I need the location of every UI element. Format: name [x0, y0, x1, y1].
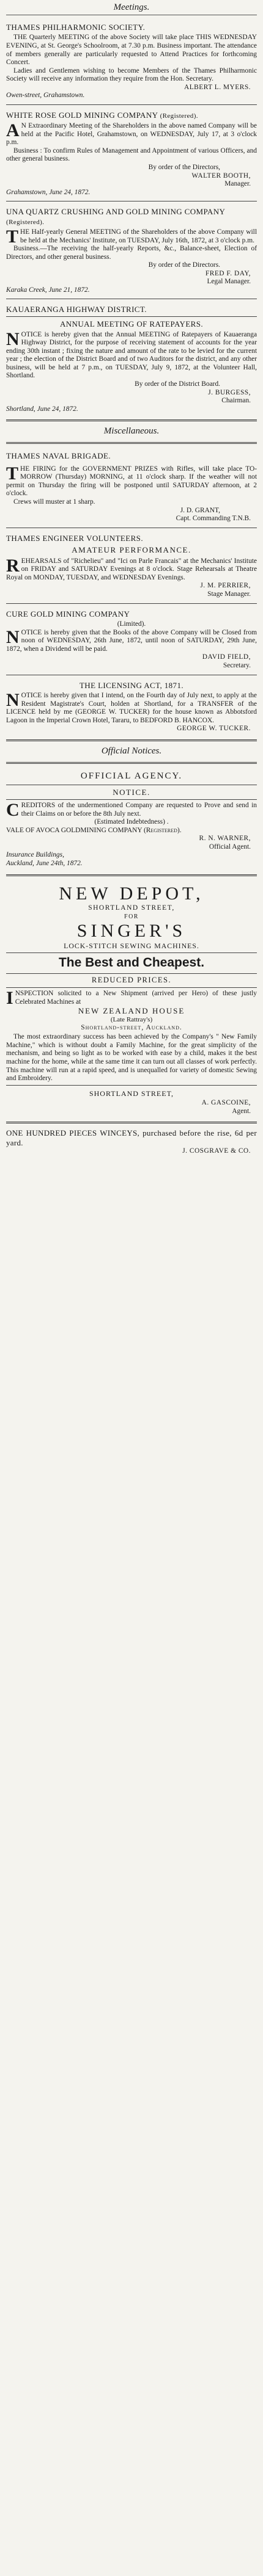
ad-body: ONE HUNDRED PIECES WINCEYS, purchased before the rise, 6d per yard.	[6, 1128, 257, 1147]
signer: DAVID FIELD,	[202, 653, 251, 661]
ad-licensing-act	[6, 677, 257, 736]
signer: R. N. WARNER,	[199, 835, 251, 843]
drop-cap: T	[6, 463, 19, 484]
ad-body-2: Ladies and Gentlemen wishing to become Members of the Thames Philharmonic Society will receive any information they require from the Hon. Secretary.	[6, 67, 257, 83]
ad-body: THE Half-yearly General MEETING of the Shareholders of the above Company will be held at the Mechanics' Institute, on TUESDAY, July 16th, 1872, at 3 o'clock p.m.	[6, 226, 257, 247]
store-note: (Late Rattray's)	[110, 1015, 153, 1023]
store-name: NEW ZEALAND HOUSE	[78, 1006, 185, 1016]
section-heading-meetings: Meetings.	[6, 2, 257, 15]
drop-cap: R	[6, 555, 20, 576]
ad-title: UNA QUARTZ CRUSHING AND GOLD MINING COMPANY (Registered).	[6, 207, 225, 226]
divider	[6, 874, 257, 876]
signer-role: Chairman.	[221, 397, 251, 405]
drop-cap: N	[6, 328, 20, 349]
section-heading-miscellaneous: Miscellaneous.	[103, 426, 160, 437]
drop-cap: C	[6, 800, 20, 821]
order-line: By order of the Directors,	[148, 163, 220, 171]
street-line: SHORTLAND STREET,	[88, 904, 175, 912]
store-address: Shortland-street, Auckland.	[81, 1023, 182, 1031]
signer: ALBERT L. MYERS.	[184, 83, 251, 91]
dateline: Karaka Creek, June 21, 1872.	[6, 286, 90, 294]
signer: FRED F. DAY,	[205, 269, 251, 277]
slogan: The Best and Cheapest.	[58, 956, 205, 970]
divider	[6, 739, 257, 741]
ad-official-agency	[6, 767, 257, 871]
divider	[6, 1122, 257, 1123]
drop-cap: A	[6, 120, 20, 141]
ad-body: NOTICE is hereby given that I intend, on the Fourth day of July next, to apply at the Resident Magistrate's Court, holden at Shortland, for a TRANSFER of the LICENCE held by me (GEORGE W. TUCKER) for the house known as Abbotsford Lagoon in the Imperial Crown Hotel, Tararu, to BEDFORD B. HANCOX.	[6, 690, 257, 724]
ad-subtitle: NOTICE.	[113, 787, 150, 797]
shop-name: J. COSGRAVE & CO.	[182, 1147, 251, 1155]
headline-new-depot: NEW DEPOT,	[59, 883, 204, 904]
divider	[6, 762, 257, 764]
address-line: Insurance Buildings,	[6, 851, 64, 859]
ad-business: Business.—The receiving the half-yearly Reports, &c., Balance-sheet, Election of Directors, and other general business.	[6, 245, 257, 261]
ad-title: THAMES ENGINEER VOLUNTEERS.	[6, 533, 143, 543]
signer-role: Capt. Commanding T.N.B.	[176, 515, 251, 523]
divider	[6, 987, 257, 988]
signer-role: Secretary.	[223, 661, 251, 669]
signer: J. D. GRANT,	[180, 506, 220, 514]
dateline: Grahamstown, June 24, 1872.	[6, 188, 91, 196]
ad-kauaeranga	[6, 301, 257, 416]
ad-singers-depot	[6, 880, 257, 1119]
divider	[6, 952, 257, 953]
company-name: VALE OF AVOCA GOLDMINING COMPANY (Registered).	[6, 826, 182, 834]
ad-title: OFFICIAL AGENCY.	[80, 771, 183, 781]
address: Owen-street, Grahamstown.	[6, 92, 85, 100]
divider	[6, 603, 257, 604]
signer: A. GASCOINE,	[201, 1099, 251, 1106]
dateline: Shortland, June 24, 1872.	[6, 405, 78, 413]
signer: J. M. PERRIER,	[200, 582, 251, 590]
ad-una-quartz	[6, 203, 257, 297]
divider	[6, 316, 257, 317]
ad-title: CURE GOLD MINING COMPANY	[6, 609, 130, 619]
ad-title: THE LICENSING ACT, 1871.	[79, 680, 184, 690]
signer-role: Stage Manager.	[207, 590, 251, 598]
order-line: By order of the Directors.	[148, 261, 220, 269]
ad-body: CREDITORS of the undermentioned Company are requested to Prove and send in their Claims on or before the 8th July next.	[6, 800, 257, 821]
signer: WALTER BOOTH,	[191, 172, 251, 180]
ad-body: THE Quarterly MEETING of the above Society will take place THIS WEDNESDAY EVENING, at St. George's Schoolroom, at 7.30 p.m. Business important. The attendance of members generally are particularly requested to Attend Practices for forthcoming Concert.	[6, 34, 257, 67]
divider	[6, 973, 257, 974]
signer-role: Agent.	[232, 1107, 251, 1115]
ad-subtitle: ANNUAL MEETING OF RATEPAYERS.	[59, 319, 204, 329]
ad-body-2: The most extraordinary success has been achieved by the Company's " New Family Machine," which is without doubt a Family Machine, for the great simplicity of the mechanism, and being so light as to be worked with ease by a child, makes it the best machine for the home, while at the same time it can turn out all classes of work perfectly. This machine will run at a rapid speed, and is unequalled for variety of domestic Sewing and Embroidery.	[6, 1033, 257, 1083]
drop-cap: T	[6, 226, 19, 247]
ad-body: REHEARSALS of "Richelieu" and "Ici on Parle Francais" at the Mechanics' Institute on FRIDAY and SATURDAY Evenings at 8 o'clock. Stage Rehearsals at Theatre Royal on MONDAY, TUESDAY, and WEDNESDAY Evenings.	[6, 555, 257, 581]
ad-white-rose	[6, 107, 257, 199]
ad-philharmonic	[6, 19, 257, 103]
ad-title: THAMES PHILHARMONIC SOCIETY.	[6, 22, 146, 32]
drop-cap: N	[6, 690, 20, 711]
ad-body: INSPECTION solicited to a New Shipment (arrived per Hero) of these justly Celebrated Machines at	[6, 988, 257, 1009]
divider	[6, 104, 257, 105]
newspaper-column	[6, 0, 257, 1158]
divider	[6, 419, 257, 421]
reduced-prices: REDUCED PRICES.	[91, 976, 172, 985]
ad-body: NOTICE is hereby given that the Annual MEETING of Ratepayers of Kauaeranga Highway District, for the purpose of receiving statement of accounts for the year ending 30th instant ; fixing the nature and amount of the rate to be levied for the current year ; the election of the District Board and of two Auditors for the district, and any other business, will be held at 7 p.m., on TUESDAY, July 9, 1872, at the Volunteer Hall, Shortland.	[6, 328, 257, 380]
headline-singers: SINGER'S	[76, 921, 187, 942]
dateline: Auckland, June 24th, 1872.	[6, 860, 83, 867]
drop-cap: I	[6, 988, 13, 1009]
claim-amount: (Estimated Indebtedness) .	[94, 818, 169, 826]
ad-naval-brigade	[6, 448, 257, 526]
divider	[6, 799, 257, 800]
ad-title-note: (Limited).	[117, 620, 146, 628]
ad-body: A N Extraordinary Meeting of the Shareholders in the above named Company will be held at the Pacific Hotel, Grahamstown, on WEDNESDAY, July 17, at 3 o'clock p.m.	[6, 120, 257, 147]
ad-title: WHITE ROSE GOLD MINING COMPANY (Registered).	[6, 110, 198, 120]
drop-cap: N	[6, 626, 20, 647]
divider	[6, 1085, 257, 1086]
ad-business: Business : To confirm Rules of Management and Appointment of various Officers, and other general business.	[6, 147, 257, 163]
signer: J. BURGESS,	[208, 388, 251, 396]
ad-title: KAUAERANGA HIGHWAY DISTRICT.	[6, 305, 147, 314]
ad-body: NOTICE is hereby given that the Books of the above Company will be Closed from noon of WEDNESDAY, 26th June, 1872, until noon of SATURDAY, 29th June, 1872, when a Dividend will be paid.	[6, 626, 257, 653]
order-line: By order of the District Board.	[135, 380, 220, 388]
for-line: FOR	[124, 913, 139, 921]
section-heading-official: Official Notices.	[101, 746, 162, 756]
signer: GEORGE W. TUCKER.	[177, 725, 251, 733]
product-line: LOCK-STITCH SEWING MACHINES.	[64, 942, 199, 951]
signer-role: Legal Manager.	[207, 278, 251, 286]
ad-engineer-volunteers	[6, 530, 257, 601]
ad-cure-gold	[6, 606, 257, 673]
ad-title: THAMES NAVAL BRIGADE.	[6, 451, 111, 461]
ad-body: THE FIRING for the GOVERNMENT PRIZES with Rifles, will take place TO-MORROW (Thursday) MORNING, at 11 o'clock sharp. If the weather will not permit on Thursday the firing will be postponed until SATURDAY afternoon, at 2 o'clock.	[6, 463, 257, 498]
divider	[6, 442, 257, 444]
ad-winceys	[6, 1127, 257, 1158]
street-line-2: SHORTLAND STREET,	[89, 1089, 174, 1098]
ad-subtitle: AMATEUR PERFORMANCE.	[72, 545, 191, 555]
ad-crews: Crews will muster at 1 sharp.	[13, 498, 95, 506]
signer-role: Manager.	[224, 180, 251, 188]
signer-role: Official Agent.	[209, 843, 251, 851]
